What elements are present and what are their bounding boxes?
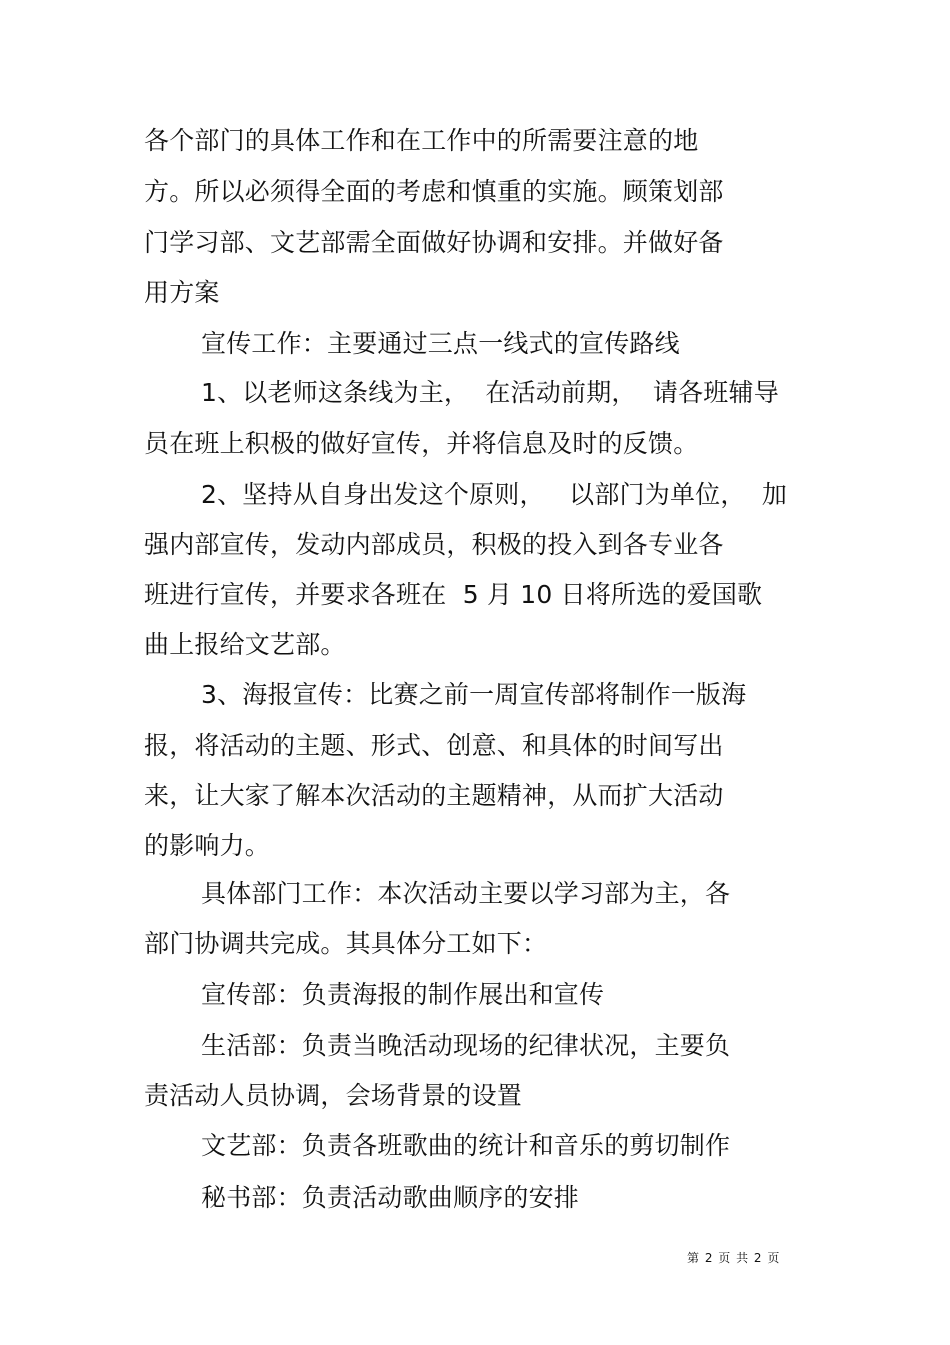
text-line-13: 报，将活动的主题、形式、创意、和具体的时间写出	[144, 731, 724, 760]
text-line-20: 责活动人员协调，会场背景的设置	[144, 1081, 523, 1110]
text-line-7: 员在班上积极的做好宣传，并将信息及时的反馈。	[144, 429, 699, 458]
text-line-11: 曲上报给文艺部。	[144, 630, 346, 659]
text-line-12: 3、海报宣传：比赛之前一周宣传部将制作一版海	[201, 680, 747, 709]
text-line-10: 班进行宣传，并要求各班在 5 月 10 日将所选的爱国歌	[144, 580, 763, 609]
text-line-6: 1、以老师这条线为主， 在活动前期， 请各班辅导	[201, 378, 779, 407]
text-line-4: 用方案	[144, 278, 220, 307]
text-line-16: 具体部门工作：本次活动主要以学习部为主，各	[201, 879, 731, 908]
page-number-footer: 第 2 页 共 2 页	[687, 1251, 781, 1265]
text-line-15: 的影响力。	[144, 831, 271, 860]
text-line-1: 各个部门的具体工作和在工作中的所需要注意的地	[144, 126, 699, 155]
text-line-9: 强内部宣传，发动内部成员，积极的投入到各专业各	[144, 530, 724, 559]
text-line-21: 文艺部：负责各班歌曲的统计和音乐的剪切制作	[201, 1131, 731, 1160]
text-line-19: 生活部：负责当晚活动现场的纪律状况，主要负	[201, 1031, 731, 1060]
text-line-2: 方。所以必须得全面的考虑和慎重的实施。顾策划部	[144, 177, 724, 206]
text-line-3: 门学习部、文艺部需全面做好协调和安排。并做好备	[144, 228, 724, 257]
text-line-5: 宣传工作：主要通过三点一线式的宣传路线	[201, 329, 680, 358]
text-line-14: 来，让大家了解本次活动的主题精神，从而扩大活动	[144, 781, 724, 810]
text-line-18: 宣传部：负责海报的制作展出和宣传	[201, 980, 605, 1009]
text-line-8: 2、坚持从自身出发这个原则， 以部门为单位， 加	[201, 480, 788, 509]
text-line-22: 秘书部：负责活动歌曲顺序的安排	[201, 1183, 580, 1212]
text-line-17: 部门协调共完成。其具体分工如下：	[144, 929, 548, 958]
